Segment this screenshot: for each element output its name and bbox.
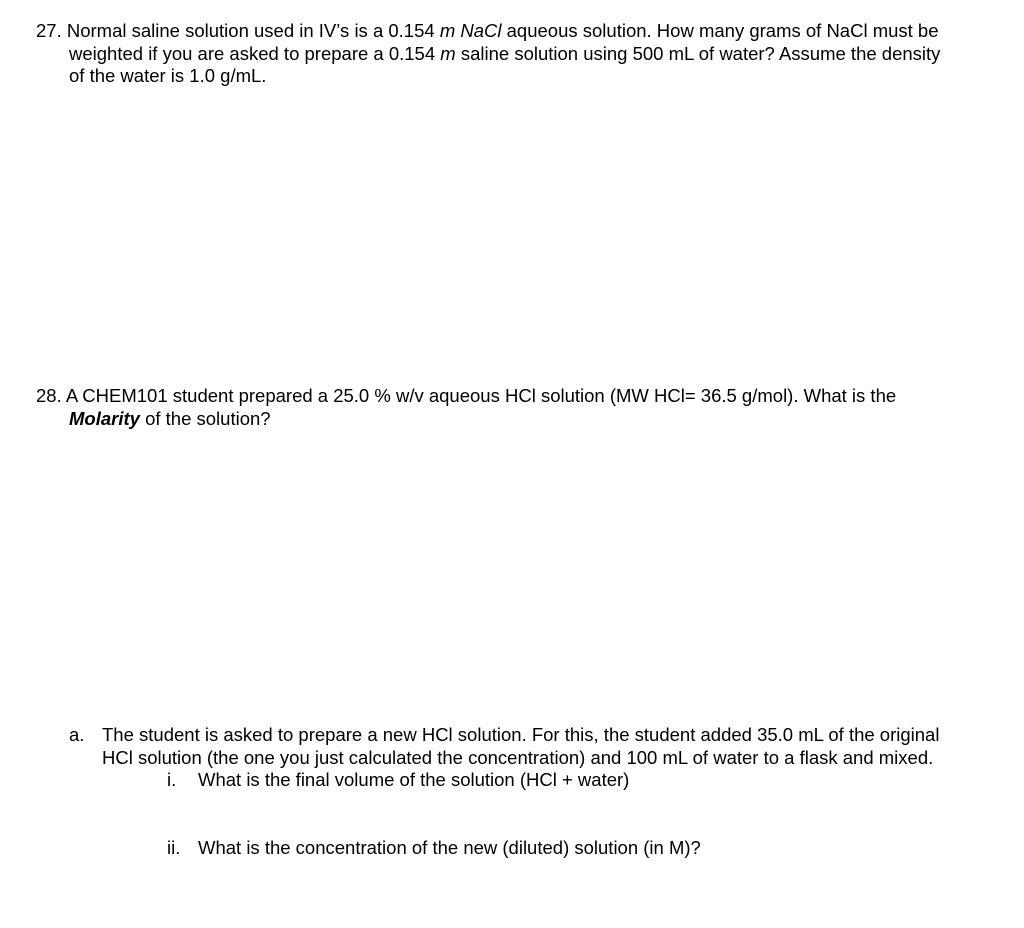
sub-question-a	[69, 724, 1009, 769]
sub-question-ii: ii. What is the concentration of the new (diluted) solution (in M)?	[167, 837, 701, 858]
question-28-line-2: Molarity of the solution?	[69, 407, 271, 429]
sub-question-i: i. What is the final volume of the solution (HCl + water)	[167, 769, 630, 790]
sub-question-a-line-2: HCl solution (the one you just calculated the concentration) and 100 mL of water to a flask and mixed.	[102, 746, 934, 768]
question-27-line-1: 27. Normal saline solution used in IV’s is a 0.154 m NaCl aqueous solution. How many grams of NaCl must be	[36, 20, 939, 41]
question-27	[36, 20, 1006, 88]
question-27-line-3: of the water is 1.0 g/mL.	[69, 65, 267, 86]
question-28	[36, 385, 1006, 430]
question-28-line-1: 28. A CHEM101 student prepared a 25.0 % w/v aqueous HCl solution (MW HCl= 36.5 g/mol). What is the	[36, 385, 897, 406]
sub-question-a-line-1: a. The student is asked to prepare a new HCl solution. For this, the student added 35.0 mL of the original	[69, 724, 940, 745]
question-27-line-2: weighted if you are asked to prepare a 0.154 m saline solution using 500 mL of water? Assume the density	[69, 42, 941, 64]
